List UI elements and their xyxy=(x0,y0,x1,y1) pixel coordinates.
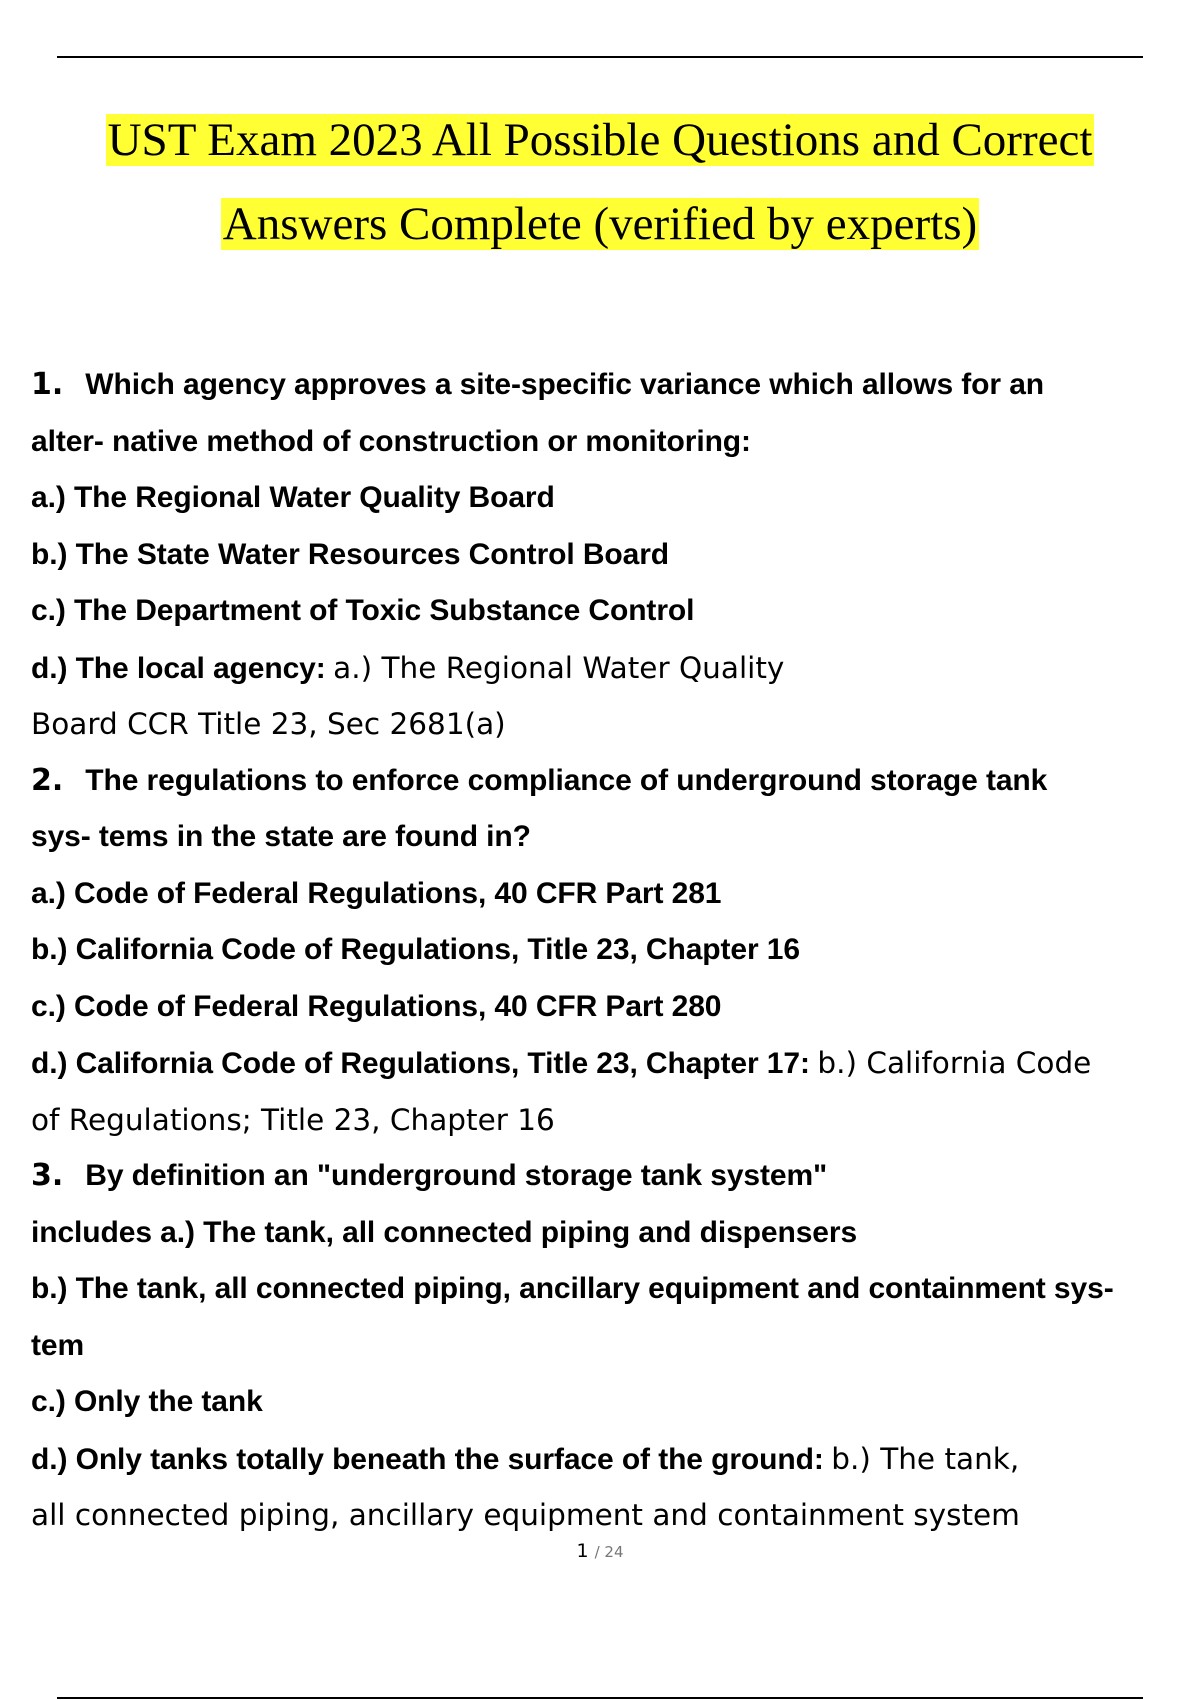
question-3-option-b: b.) The tank, all connected piping, ancillary equipment and containment sys- xyxy=(31,1272,1114,1305)
question-1-text: Which agency approves a site-specific variance which allows for an xyxy=(85,368,1045,401)
question-2-option-c: c.) Code of Federal Regulations, 40 CFR Part 280 xyxy=(31,989,722,1023)
question-2-option-a: a.) Code of Federal Regulations, 40 CFR Part 281 xyxy=(31,876,722,910)
question-2-number: 2. xyxy=(31,762,64,798)
question-list xyxy=(31,357,1200,1544)
question-2-line-2: sys- tems in the state are found in? xyxy=(31,820,531,853)
question-1-line-2: alter- native method of construction or monitoring: xyxy=(31,424,751,458)
bottom-rule xyxy=(57,1697,1143,1699)
question-2-answer: b.) California Code xyxy=(817,1046,1092,1080)
question-3-option-b-cont: tem xyxy=(31,1328,85,1362)
question-3-line-2: includes a.) The tank, all connected piping and dispensers xyxy=(31,1215,858,1249)
question-1-option-d-text: d.) The local agency: xyxy=(31,651,326,685)
question-3-answer-cont: all connected piping, ancillary equipment and containment system xyxy=(31,1498,1020,1532)
question-1-option-a: a.) The Regional Water Quality Board xyxy=(31,481,555,514)
question-2-text: The regulations to enforce compliance of underground storage tank xyxy=(85,763,1048,797)
question-2-option-d xyxy=(31,1035,1200,1092)
page-indicator xyxy=(0,1540,1200,1562)
question-3-option-c: c.) Only the tank xyxy=(31,1385,263,1418)
question-1-number: 1. xyxy=(31,367,64,402)
top-rule xyxy=(57,56,1143,58)
page-total: / 24 xyxy=(594,1543,624,1561)
question-1-answer: a.) The Regional Water Quality xyxy=(333,650,785,685)
title-line-2: Answers Complete (verified by experts) xyxy=(222,198,978,250)
question-2-option-d-text: d.) California Code of Regulations, Title 23, Chapter 17: xyxy=(31,1047,810,1080)
question-2-answer-cont: of Regulations; Title 23, Chapter 16 xyxy=(31,1102,555,1137)
question-3-line-1 xyxy=(31,1148,1200,1205)
question-2-line-1 xyxy=(31,753,1200,810)
question-1-option-c: c.) The Department of Toxic Substance Control xyxy=(31,594,695,627)
document-title xyxy=(0,98,1200,266)
question-1-answer-cont: Board CCR Title 23, Sec 2681(a) xyxy=(31,707,506,741)
question-2-option-b: b.) California Code of Regulations, Title 23, Chapter 16 xyxy=(31,933,800,966)
question-1-option-b: b.) The State Water Resources Control Board xyxy=(31,537,670,571)
question-3-option-d xyxy=(31,1431,1200,1488)
question-1-line-1 xyxy=(31,357,1200,414)
question-3-text: By definition an "underground storage tank system" xyxy=(85,1159,828,1192)
question-3-option-d-text: d.) Only tanks totally beneath the surface of the ground: xyxy=(31,1442,824,1476)
question-3-answer: b.) The tank, xyxy=(831,1441,1020,1476)
question-3-number: 3. xyxy=(31,1158,64,1193)
page-current: 1 xyxy=(576,1540,589,1562)
question-1-option-d xyxy=(31,640,1200,697)
title-line-1: UST Exam 2023 All Possible Questions and Correct xyxy=(107,114,1093,166)
